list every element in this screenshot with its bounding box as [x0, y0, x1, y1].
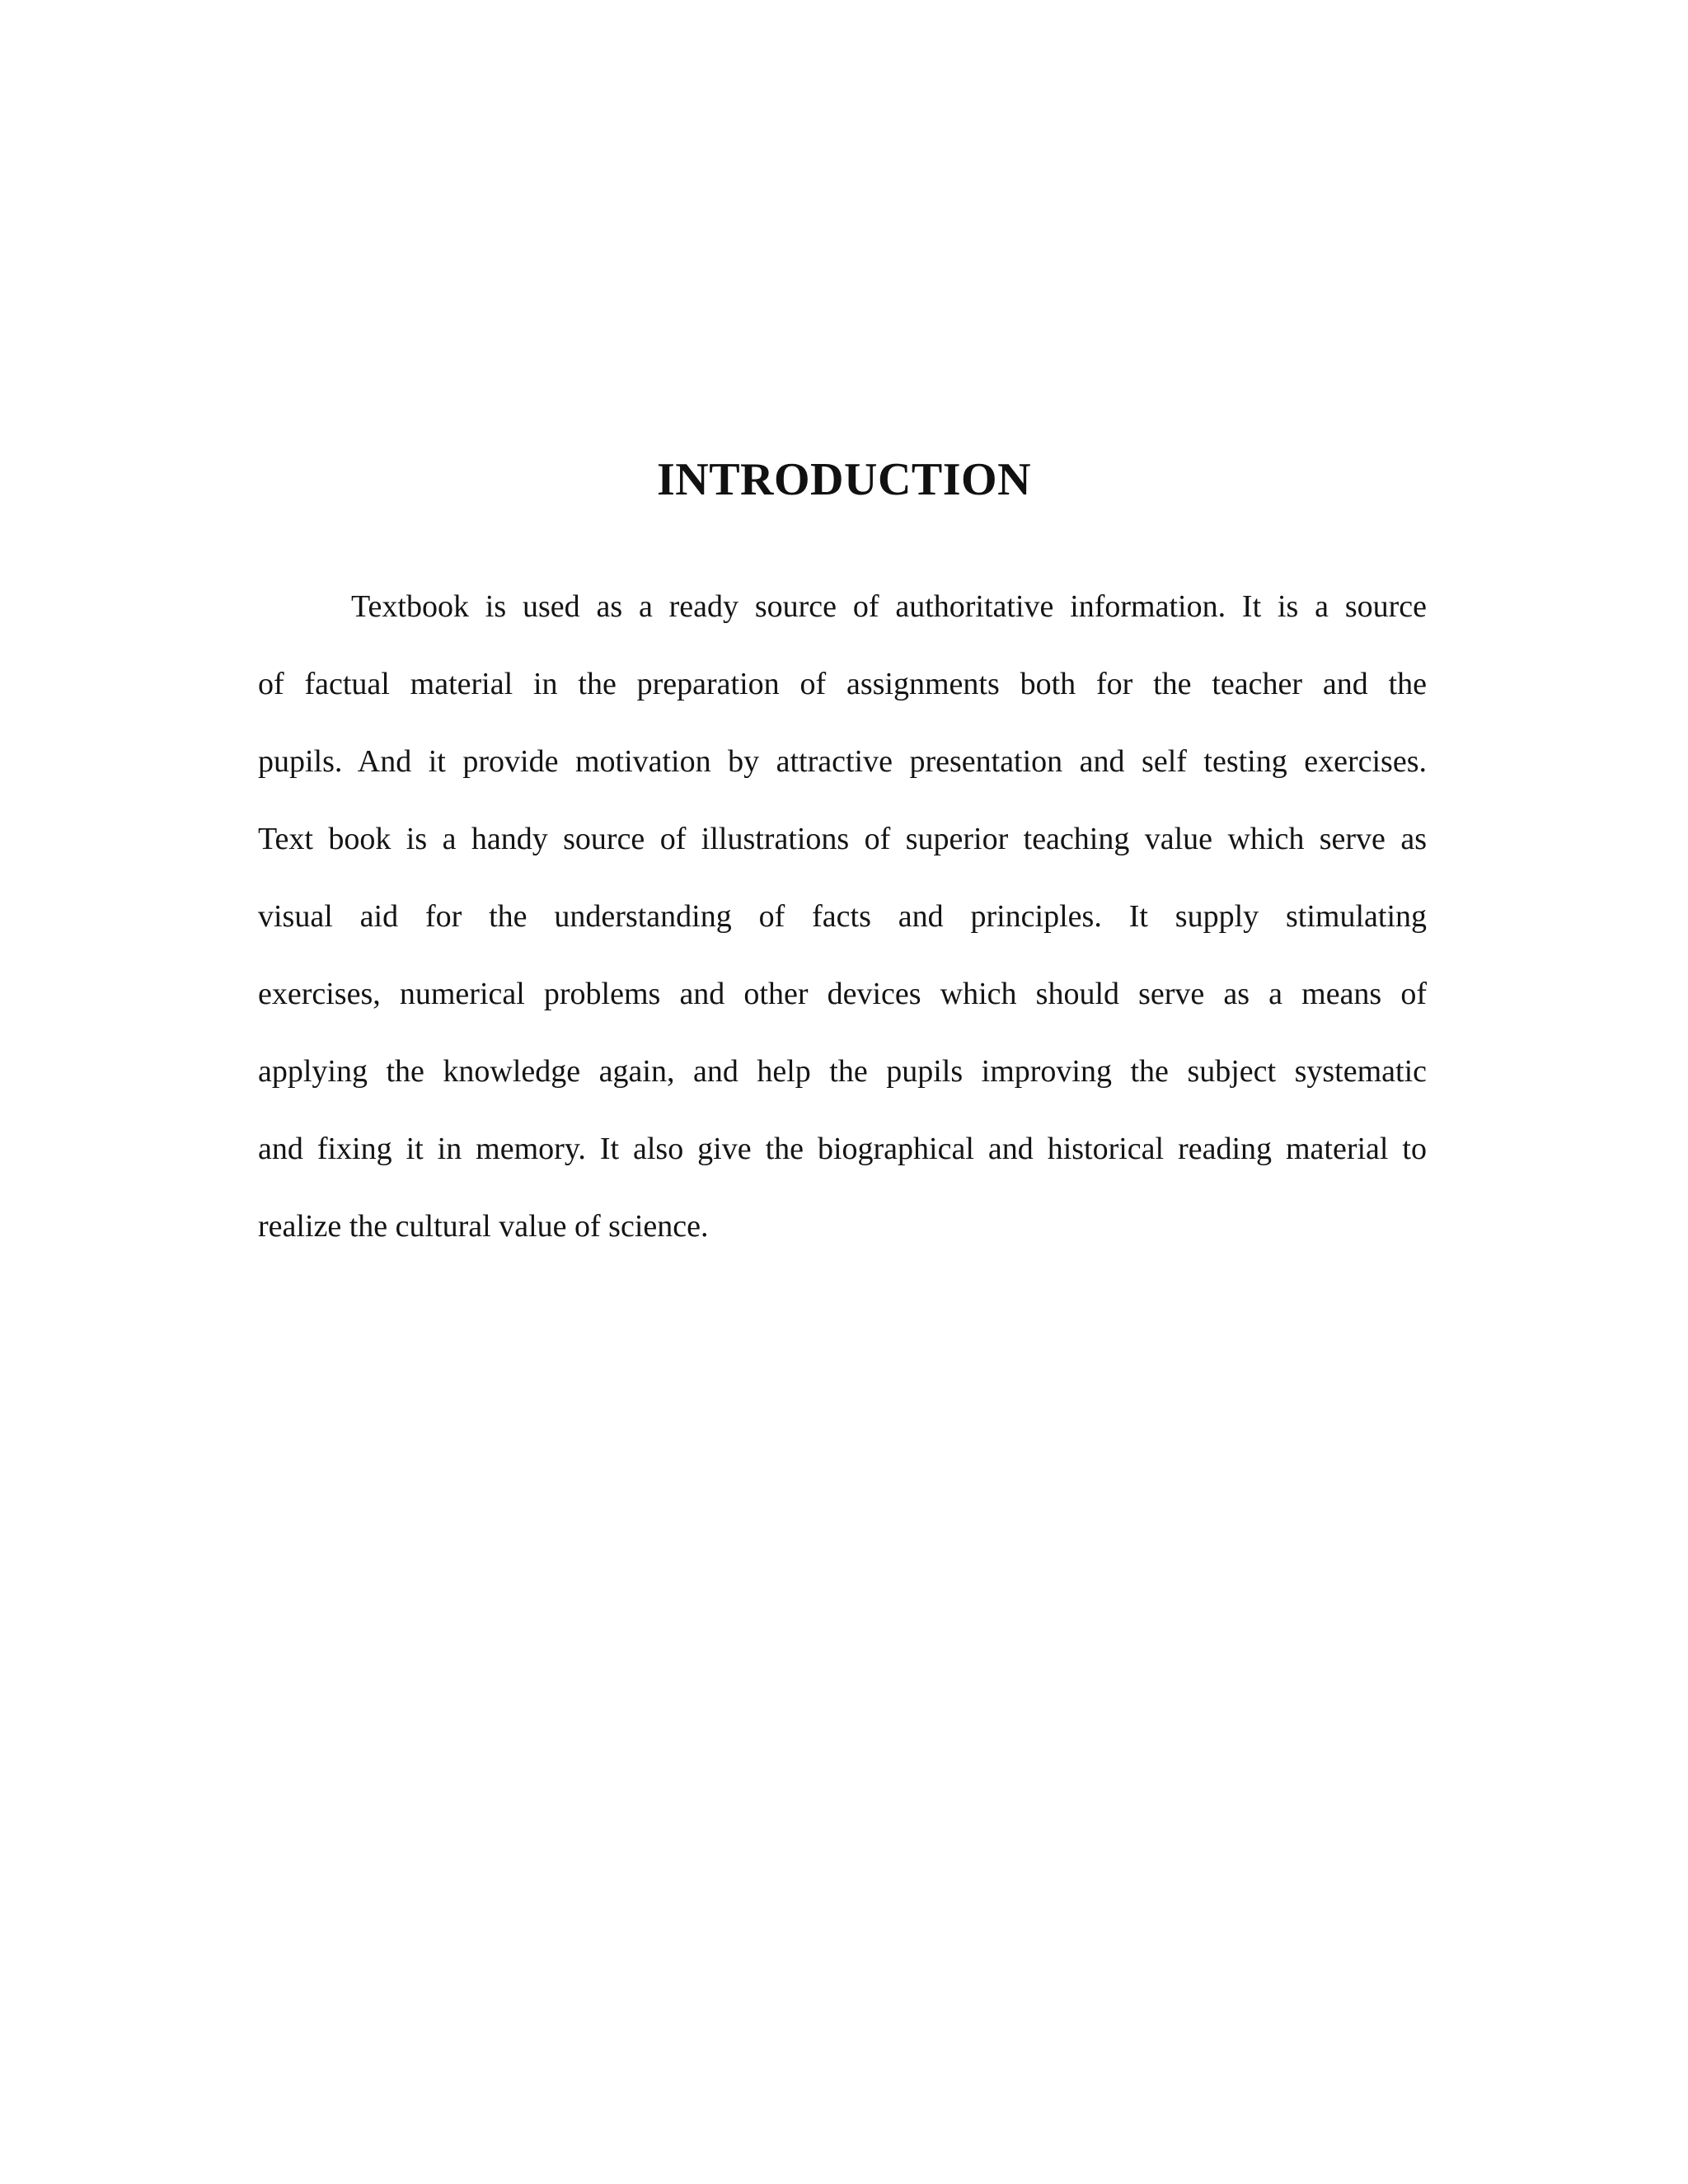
paragraph-line: and fixing it in memory. It also give the biographical and historical reading material to — [258, 1132, 1427, 1166]
paragraph-line: applying the knowledge again, and help the pupils improving the subject systematic — [258, 1054, 1427, 1089]
paragraph-line: Textbook is used as a ready source of authoritative information. It is a source — [351, 589, 1427, 624]
paragraph-line: pupils. And it provide motivation by attractive presentation and self testing exercises. — [258, 744, 1427, 779]
paragraph-line: of factual material in the preparation of assignments both for the teacher and the — [258, 667, 1427, 701]
paragraph-line: visual aid for the understanding of facts and principles. It supply stimulating — [258, 899, 1427, 934]
paragraph-line: exercises, numerical problems and other devices which should serve as a means of — [258, 977, 1427, 1011]
paragraph-line: realize the cultural value of science. — [258, 1209, 709, 1244]
paragraph-line: Text book is a handy source of illustrations of superior teaching value which serve as — [258, 822, 1427, 856]
page-title: INTRODUCTION — [656, 454, 1032, 505]
